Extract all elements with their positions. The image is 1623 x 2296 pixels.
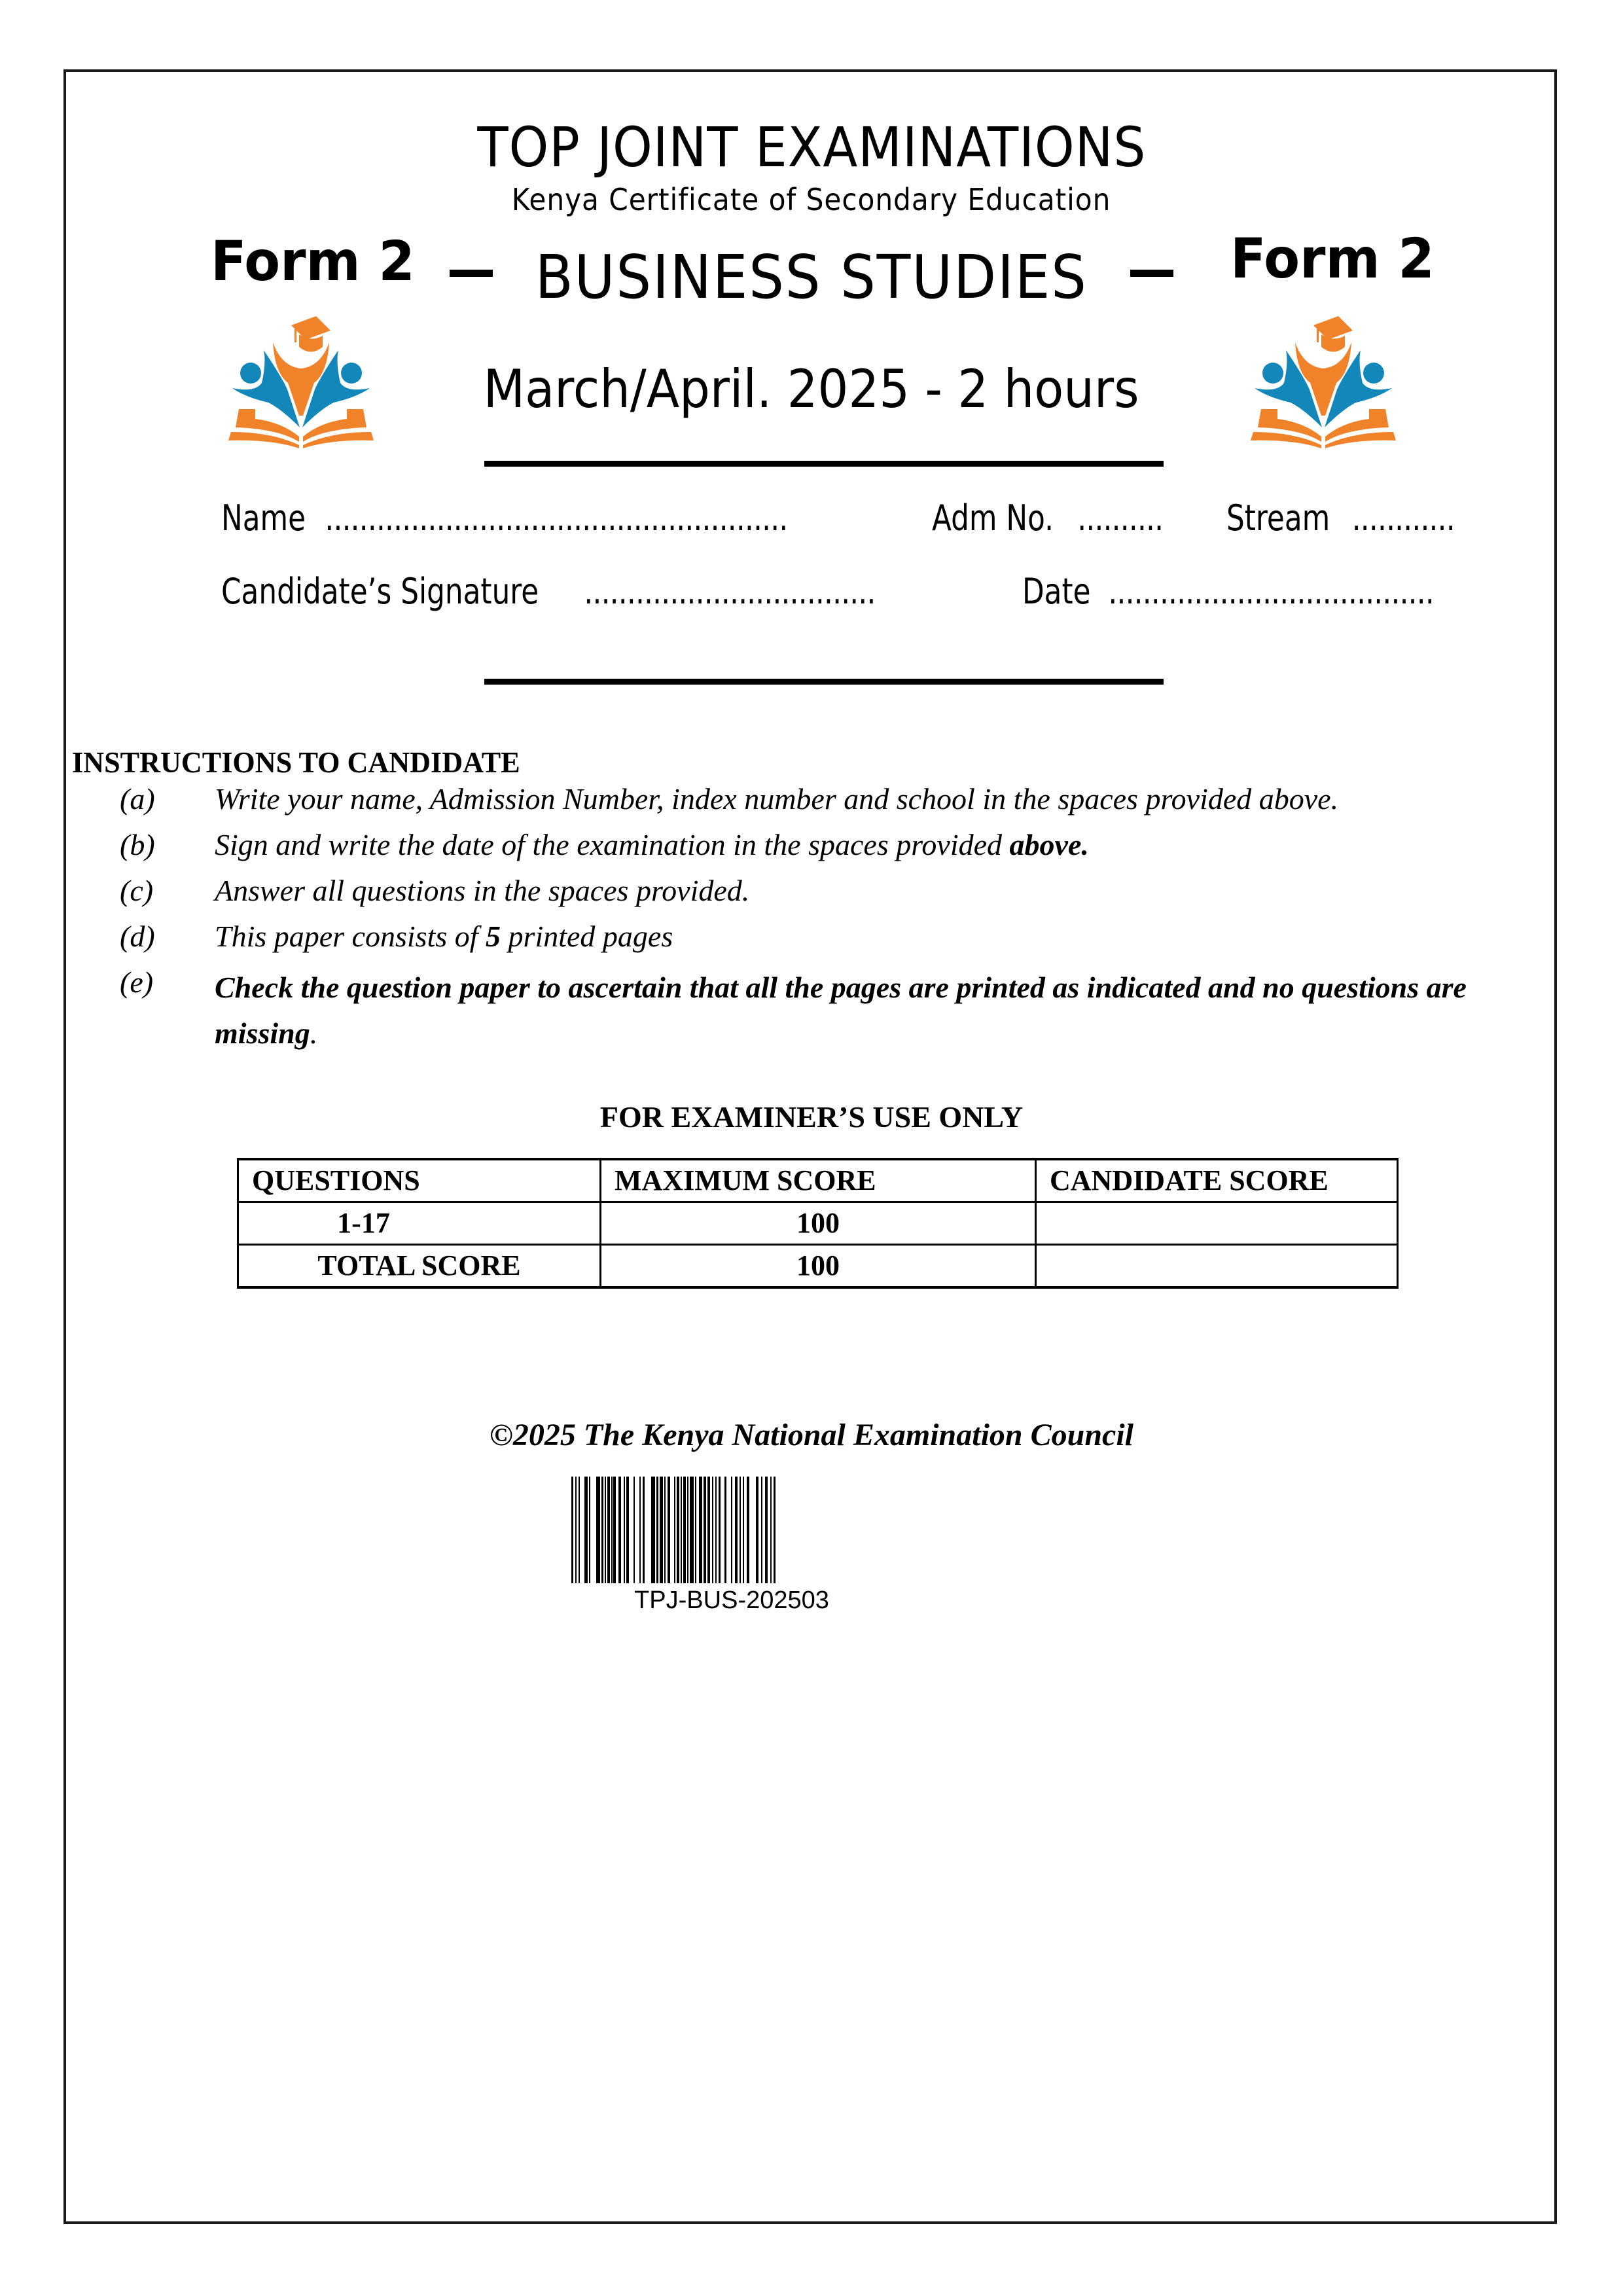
stream-label: Stream xyxy=(1226,497,1330,539)
instruction-text: Answer all questions in the spaces provided. xyxy=(215,874,750,907)
header-divider-bottom xyxy=(484,679,1164,685)
instruction-label: (d) xyxy=(120,920,155,953)
school-logo-right-icon xyxy=(1241,311,1405,448)
instruction-label: (c) xyxy=(120,874,154,907)
instructions-heading-text: INSTRUCTIONS TO CANDIDATE xyxy=(72,745,520,779)
subject-title xyxy=(0,242,1623,312)
examiner-section-title: FOR EXAMINER’S USE ONLY xyxy=(599,1100,1024,1134)
instruction-text-main: Sign and write the date of the examination in the spaces provided xyxy=(215,828,1010,861)
instruction-text-bold: above. xyxy=(1009,828,1089,861)
name-blank[interactable]: ...................................................... xyxy=(325,497,788,539)
exam-title xyxy=(0,115,1623,179)
instruction-label: (e) xyxy=(120,965,154,999)
table-row xyxy=(238,1245,1398,1288)
subject-text: BUSINESS STUDIES xyxy=(535,242,1088,312)
exam-subtitle xyxy=(0,182,1623,217)
score-table-header xyxy=(238,1159,1398,1202)
adm-no-label: Adm No. xyxy=(932,497,1054,539)
candidate-score-cell[interactable] xyxy=(1036,1202,1398,1245)
page-count: 5 xyxy=(486,920,501,953)
score-table xyxy=(237,1158,1399,1289)
signature-blank[interactable]: .................................. xyxy=(584,571,876,612)
exam-date-duration-text: March/April. 2025 - 2 hours xyxy=(484,359,1139,420)
instruction-text: Write your name, Admission Number, index number and school in the spaces provided above. xyxy=(215,782,1339,816)
dash-right xyxy=(1130,270,1173,277)
column-header-candidate-score: CANDIDATE SCORE xyxy=(1036,1159,1398,1202)
dash-left xyxy=(450,270,493,277)
exam-subtitle-text: Kenya Certificate of Secondary Education xyxy=(512,182,1111,217)
date-blank[interactable]: ...................................... xyxy=(1108,571,1435,612)
barcode-icon xyxy=(571,1477,776,1583)
instruction-text xyxy=(215,965,1550,1056)
copyright-notice: ©2025 The Kenya National Examination Council xyxy=(490,1418,1133,1452)
exam-title-text: TOP JOINT EXAMINATIONS xyxy=(477,115,1146,179)
school-logo-left-icon xyxy=(219,311,383,448)
instruction-text-before: This paper consists of xyxy=(215,920,486,953)
name-label: Name xyxy=(221,497,306,539)
signature-field[interactable] xyxy=(221,571,984,612)
form-level-right-text: Form 2 xyxy=(1230,226,1435,291)
instruction-text-after: . xyxy=(310,1016,318,1050)
instruction-text xyxy=(215,919,673,954)
instructions-heading xyxy=(72,745,539,780)
date-field[interactable] xyxy=(1022,571,1520,612)
maximum-score-cell: 100 xyxy=(601,1202,1036,1245)
table-row xyxy=(238,1202,1398,1245)
instruction-label: (a) xyxy=(120,782,155,816)
signature-label: Candidate’s Signature xyxy=(221,571,539,612)
header-divider-top xyxy=(484,461,1164,467)
adm-no-field[interactable] xyxy=(932,497,1200,539)
questions-cell: TOTAL SCORE xyxy=(238,1245,601,1288)
maximum-score-cell: 100 xyxy=(601,1245,1036,1288)
stream-blank[interactable]: ............ xyxy=(1351,497,1455,539)
column-header-maximum-score: MAXIMUM SCORE xyxy=(601,1159,1036,1202)
form-level-left-text: Form 2 xyxy=(211,229,415,293)
date-label: Date xyxy=(1022,571,1091,612)
instruction-text xyxy=(215,827,1089,862)
instruction-label: (b) xyxy=(120,828,155,861)
instruction-text-bold: Check the question paper to ascertain that all the pages are printed as indicated and no questions are missing xyxy=(215,971,1467,1050)
questions-cell: 1-17 xyxy=(238,1202,601,1245)
adm-no-blank[interactable]: .......... xyxy=(1077,497,1164,539)
barcode-code: TPJ-BUS-202503 xyxy=(634,1587,829,1614)
instruction-text-after: printed pages xyxy=(501,920,673,953)
column-header-questions: QUESTIONS xyxy=(238,1159,601,1202)
stream-field[interactable] xyxy=(1226,497,1493,539)
candidate-score-cell[interactable] xyxy=(1036,1245,1398,1288)
name-field[interactable] xyxy=(221,497,908,539)
